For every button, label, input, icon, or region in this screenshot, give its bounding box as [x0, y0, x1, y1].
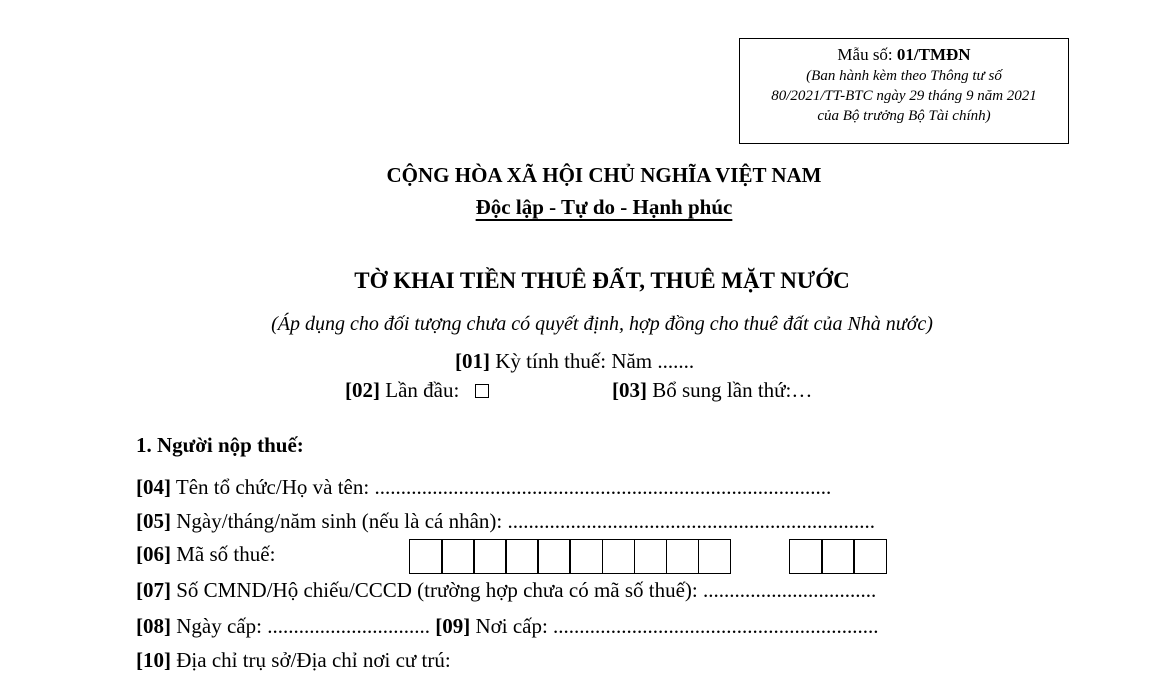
field-10-code: [10] [136, 648, 171, 672]
field-08-label[interactable]: Ngày cấp: ............................... [171, 614, 436, 638]
first-declaration-label: Lần đầu: [380, 378, 460, 402]
first-declaration [345, 378, 489, 403]
field-04-label[interactable]: Tên tổ chức/Họ và tên: ....................................................................................... [171, 475, 832, 499]
field-08-code: [08] [136, 614, 171, 638]
field-10-label: Địa chỉ trụ sở/Địa chỉ nơi cư trú: [171, 648, 451, 672]
tax-code-branch-boxes [789, 539, 887, 574]
form-code-value: 01/TMĐN [896, 45, 971, 64]
form-code-prefix: Mẫu số: [837, 45, 897, 64]
field-07-code: [07] [136, 578, 171, 602]
field-09-code: [09] [435, 614, 471, 638]
issued-line-2: 80/2021/TT-BTC ngày 29 tháng 9 năm 2021 [771, 88, 1037, 104]
field-10-address [136, 648, 451, 673]
form-code [740, 44, 1068, 66]
field-07-id-number [136, 578, 876, 603]
field-05-birthdate [136, 509, 875, 534]
national-motto [0, 195, 1173, 220]
tax-code-digit-box[interactable] [409, 539, 443, 574]
issued-line-1: (Ban hành kèm theo Thông tư số [806, 68, 1002, 84]
tax-code-branch-digit-box[interactable] [853, 539, 887, 574]
form-code-box [739, 38, 1069, 144]
tax-period-label: Kỳ tính thuế: Năm ....... [490, 349, 695, 373]
field-04-code: [04] [136, 475, 171, 499]
tax-code-branch-digit-box[interactable] [821, 539, 855, 574]
tax-code-digit-box[interactable] [602, 539, 636, 574]
supplement-code: [03] [612, 378, 647, 402]
document-title: TỜ KHAI TIỀN THUÊ ĐẤT, THUÊ MẶT NƯỚC [354, 268, 850, 293]
tax-code-digit-box[interactable] [634, 539, 668, 574]
field-06-code: [06] [136, 542, 171, 566]
field-07-label[interactable]: Số CMND/Hộ chiếu/CCCD (trường hợp chưa có mã số thuế): ................................. [171, 578, 877, 602]
field-06-tax-code [136, 542, 275, 567]
tax-period [455, 349, 694, 374]
first-declaration-code: [02] [345, 378, 380, 402]
section-taxpayer-title: 1. Người nộp thuế: [136, 433, 304, 457]
tax-code-branch-digit-box[interactable] [789, 539, 823, 574]
issued-line-3: của Bộ trưởng Bộ Tài chính) [817, 108, 991, 124]
tax-code-digit-box[interactable] [473, 539, 507, 574]
tax-code-digit-box[interactable] [505, 539, 539, 574]
document-subtitle: (Áp dụng cho đối tượng chưa có quyết định, hợp đồng cho thuê đất của Nhà nước) [271, 313, 933, 335]
tax-code-digit-box[interactable] [666, 539, 700, 574]
tax-code-digit-box[interactable] [537, 539, 571, 574]
field-08-issue-date [136, 614, 879, 639]
field-05-code: [05] [136, 509, 171, 533]
tax-period-code: [01] [455, 349, 490, 373]
field-05-label[interactable]: Ngày/tháng/năm sinh (nếu là cá nhân): ...................................................................... [171, 509, 875, 533]
field-04-name [136, 475, 831, 500]
tax-code-main-boxes [409, 539, 731, 574]
supplement-declaration [612, 378, 812, 403]
field-06-label: Mã số thuế: [171, 542, 276, 566]
national-name: CỘNG HÒA XÃ HỘI CHỦ NGHĨA VIỆT NAM [386, 163, 822, 187]
field-09-label[interactable]: Nơi cấp: .............................................................. [470, 614, 879, 638]
tax-code-digit-box[interactable] [698, 539, 732, 574]
tax-code-digit-box[interactable] [569, 539, 603, 574]
supplement-label: Bổ sung lần thứ:… [647, 378, 813, 402]
first-declaration-checkbox[interactable] [475, 384, 489, 398]
national-motto-text: Độc lập - Tự do - Hạnh phúc [475, 195, 733, 219]
tax-code-digit-box[interactable] [441, 539, 475, 574]
